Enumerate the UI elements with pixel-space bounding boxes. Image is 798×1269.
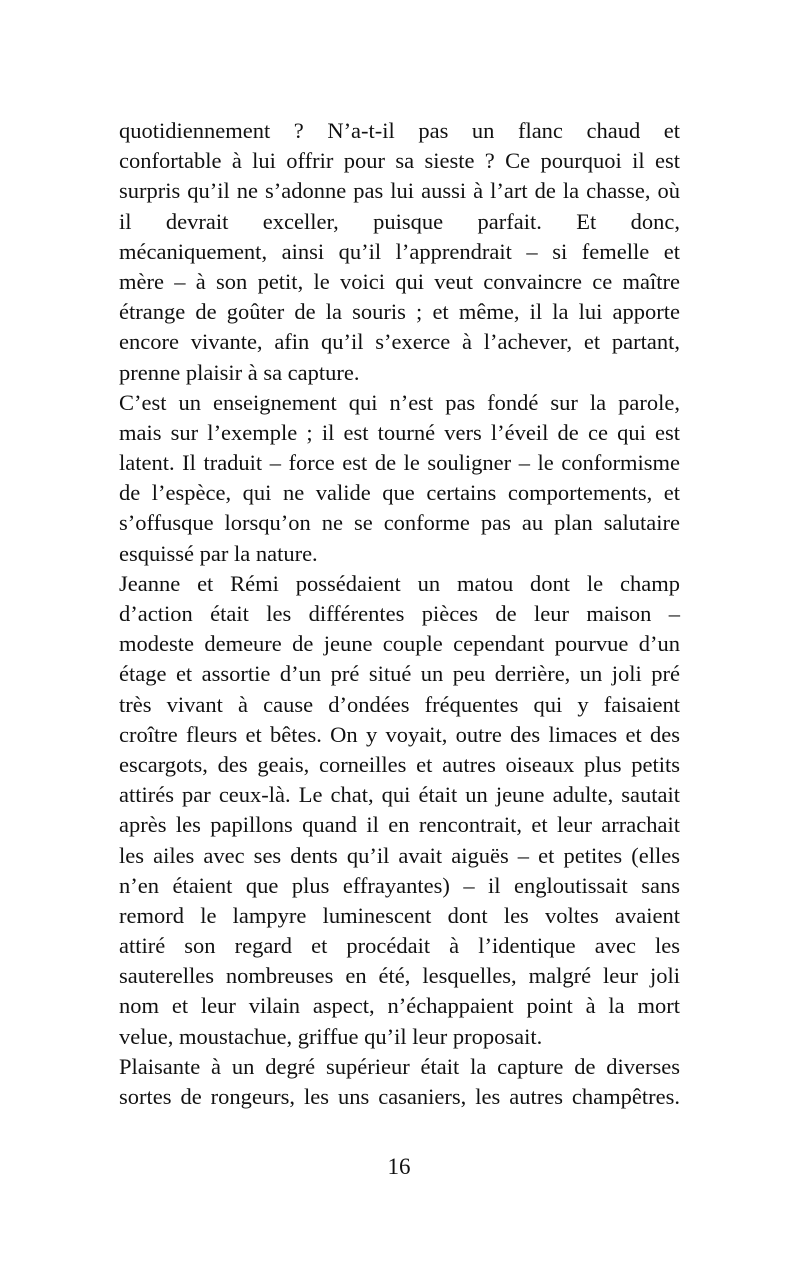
text-line: n’en étaient que plus effrayantes) – il engloutissait sans — [119, 872, 680, 898]
text-line: confortable à lui offrir pour sa sieste ? Ce pourquoi il est — [119, 148, 680, 174]
text-line: attiré son regard et procédait à l’identique avec les — [119, 933, 680, 959]
text-line: encore vivante, afin qu’il s’exerce à l’achever, et partant, — [119, 329, 680, 355]
text-line: prenne plaisir à sa capture. — [119, 359, 360, 385]
text-line: s’offusque lorsqu’on ne se conforme pas au plan salutaire — [119, 510, 680, 536]
paragraph-4 — [119, 1052, 680, 1112]
text-line: Jeanne et Rémi possédaient un matou dont le champ — [119, 570, 680, 596]
text-line: nom et leur vilain aspect, n’échappaient point à la mort — [119, 993, 680, 1019]
text-line: sortes de rongeurs, les uns casaniers, les autres champêtres. — [119, 1084, 680, 1109]
text-line: quotidiennement ? N’a-t-il pas un flanc chaud et — [119, 118, 680, 143]
text-line: attirés par ceux-là. Le chat, qui était un jeune adulte, sautait — [119, 782, 680, 808]
text-line: modeste demeure de jeune couple cependant pourvue d’un — [119, 631, 680, 657]
text-line: surpris qu’il ne s’adonne pas lui aussi à l’art de la chasse, où — [119, 178, 680, 204]
text-line: velue, moustachue, griffue qu’il leur proposait. — [119, 1023, 543, 1049]
text-line: croître fleurs et bêtes. On y voyait, outre des limaces et des — [119, 721, 680, 747]
text-line: Plaisante à un degré supérieur était la capture de diverses — [119, 1053, 680, 1079]
text-line: mécaniquement, ainsi qu’il l’apprendrait – si femelle et — [119, 238, 680, 264]
text-line: esquissé par la nature. — [119, 540, 318, 566]
text-line: C’est un enseignement qui n’est pas fondé sur la parole, — [119, 389, 680, 415]
text-line: mère – à son petit, le voici qui veut convaincre ce maître — [119, 268, 680, 294]
text-line: latent. Il traduit – force est de le souligner – le conformisme — [119, 450, 680, 476]
paragraph-2 — [119, 388, 680, 569]
text-line: mais sur l’exemple ; il est tourné vers l’éveil de ce qui est — [119, 419, 680, 445]
text-line: escargots, des geais, corneilles et autres oiseaux plus petits — [119, 751, 680, 777]
text-line: remord le lampyre luminescent dont les voltes avaient — [119, 902, 680, 928]
text-line: sauterelles nombreuses en été, lesquelles, malgré leur joli — [119, 963, 680, 989]
text-line: après les papillons quand il en rencontrait, et leur arrachait — [119, 812, 680, 838]
text-line: étage et assortie d’un pré situé un peu derrière, un joli pré — [119, 661, 680, 687]
body-text — [119, 116, 680, 1112]
paragraph-3 — [119, 569, 680, 1052]
paragraph-1 — [119, 116, 680, 388]
page-number: 16 — [387, 1154, 411, 1179]
text-line: les ailes avec ses dents qu’il avait aiguës – et petites (elles — [119, 842, 680, 868]
text-line: il devrait exceller, puisque parfait. Et donc, — [119, 208, 680, 234]
text-line: d’action était les différentes pièces de leur maison – — [119, 601, 680, 626]
text-line: étrange de goûter de la souris ; et même, il la lui apporte — [119, 299, 680, 325]
text-line: de l’espèce, qui ne valide que certains comportements, et — [119, 480, 680, 506]
text-line: très vivant à cause d’ondées fréquentes qui y faisaient — [119, 691, 680, 717]
